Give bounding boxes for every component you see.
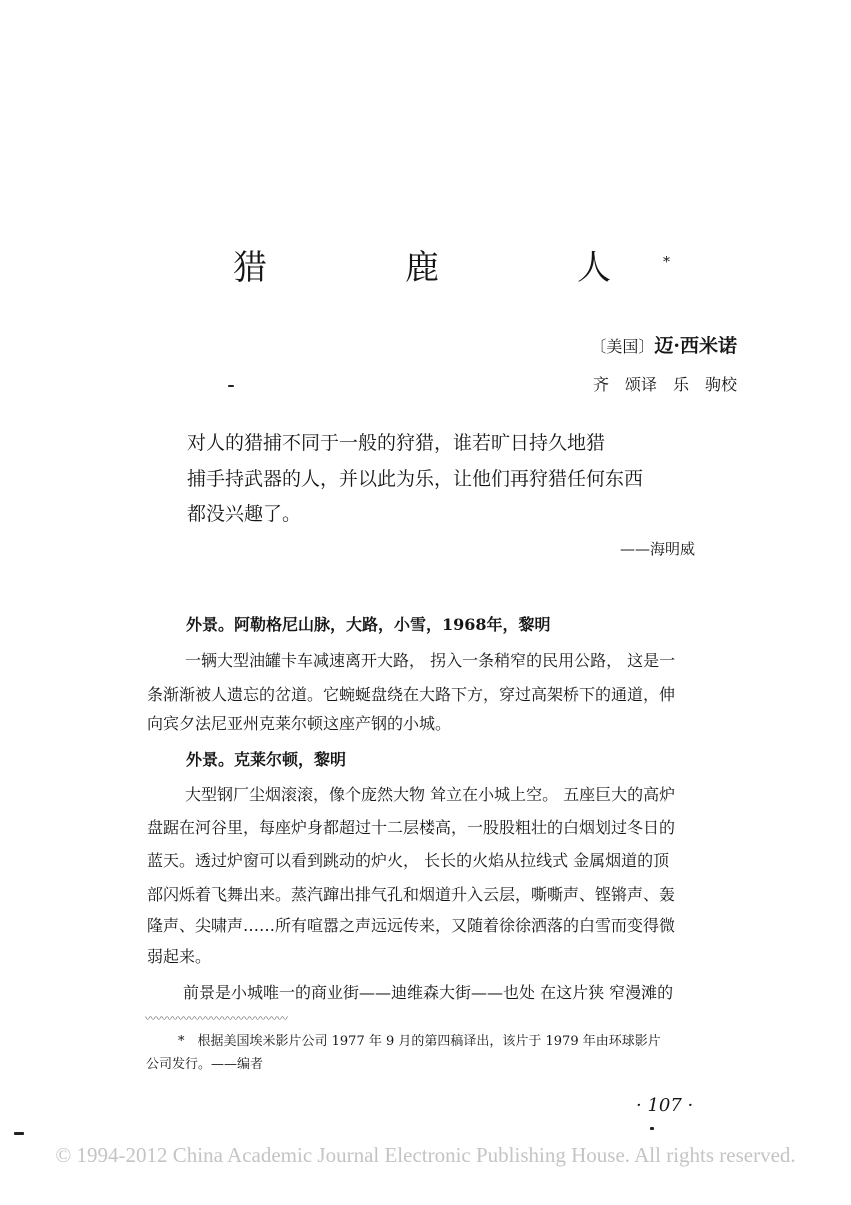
paragraph-line: 一辆大型油罐卡车减速离开大路， 拐入一条稍窄的民用公路， 这是一	[185, 651, 676, 670]
paragraph-line: 盘踞在河谷里，每座炉身都超过十二层楼高，一股股粗壮的白烟划过冬日的	[147, 818, 676, 837]
author-byline	[590, 331, 737, 358]
scene-heading-1: 外景。阿勒格尼山脉，大路，小雪，1968年，黎明	[186, 615, 551, 634]
scene-heading-2: 外景。克莱尔顿，黎明	[186, 750, 347, 769]
footnote-line: 公司发行。——编者	[146, 1057, 264, 1072]
epigraph-line-2: 捕手持武器的人，并以此为乐，让他们再狩猎任何东西	[187, 468, 644, 490]
paragraph-line: 条渐渐被人遗忘的岔道。它蜿蜒盘绕在大路下方，穿过高架桥下的通道，伸	[147, 685, 676, 704]
epigraph-line-1: 对人的猎捕不同于一般的狩猎，谁若旷日持久地猎	[187, 432, 606, 454]
epigraph-attribution: ——海明威	[619, 540, 695, 558]
paragraph-line: 隆声、尖啸声……所有喧嚣之声远远传来，又随着徐徐洒落的白雪而变得微	[147, 916, 676, 935]
paragraph-line: 向宾夕法尼亚州克莱尔顿这座产钢的小城。	[147, 714, 452, 733]
footnote-line: * 根据美国埃米影片公司 1977 年 9 月的第四稿译出，该片于 1979 年由环球影片	[178, 1034, 661, 1049]
translator-line: 齐 颂译 乐 驹校	[592, 375, 737, 394]
paragraph-line: 前景是小城唯一的商业街——迪维森大街——也处 在这片狭 窄漫滩的	[183, 983, 674, 1002]
title-text: 猎 鹿 人	[233, 248, 663, 288]
paragraph-line: 大型钢厂尘烟滚滚，像个庞然大物 耸立在小城上空。 五座巨大的高炉	[185, 785, 676, 804]
title-footnote-mark: *	[663, 254, 670, 271]
paragraph-line: 部闪烁着飞舞出来。蒸汽蹿出排气孔和烟道升入云层，嘶嘶声、铿锵声、轰	[147, 885, 676, 904]
paragraph-line: 弱起来。	[147, 947, 212, 966]
scan-speck	[14, 1132, 24, 1135]
author-country: 〔美国〕	[590, 337, 655, 356]
page-number: · 107 ·	[636, 1095, 694, 1116]
author-name: 迈·西米诺	[654, 335, 737, 357]
epigraph-line-3: 都没兴趣了。	[187, 503, 302, 525]
copyright-watermark: © 1994-2012 China Academic Journal Electronic Publishing House. All rights reserved.	[55, 1143, 796, 1167]
scan-speck	[228, 385, 234, 387]
scan-speck	[650, 1127, 654, 1130]
footnote-separator-wave: 〰〰〰〰〰〰〰〰〰〰〰〰〰	[145, 1012, 288, 1025]
paragraph-line: 蓝天。透过炉窗可以看到跳动的炉火， 长长的火焰从拉线式 金属烟道的顶	[147, 851, 670, 870]
article-title	[0, 240, 851, 289]
